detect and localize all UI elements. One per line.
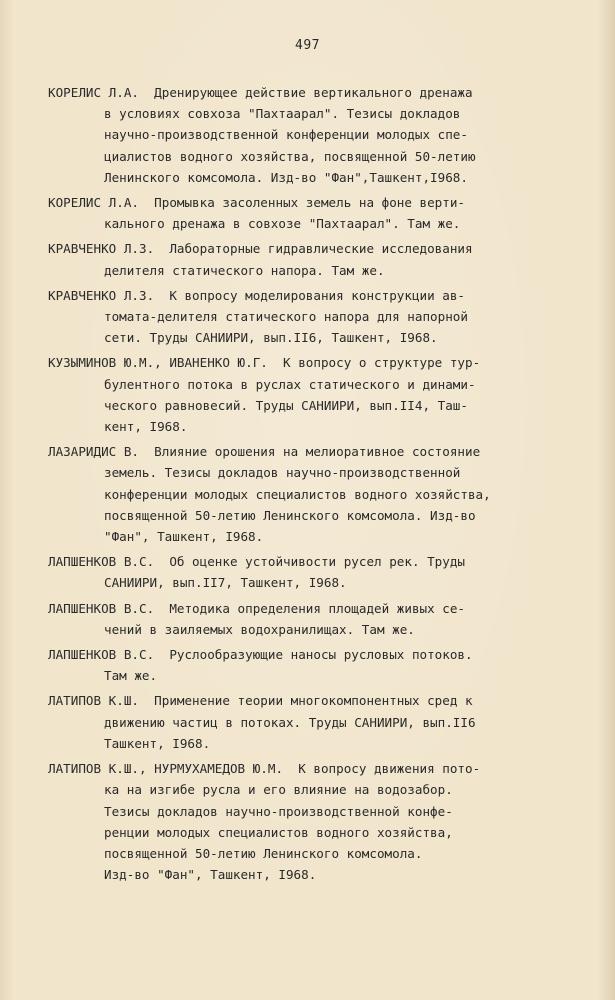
entry-continuation-line: Ташкент, I968. [104, 735, 211, 751]
bibliography-entry [48, 192, 603, 234]
entry-continuation-line: посвященной 50-летию Ленинского комсомола. Изд-во [104, 507, 476, 523]
bibliography-entry [48, 238, 603, 280]
entry-continuation-line: кент, I968. [104, 419, 188, 435]
entry-continuation-line: циалистов водного хозяйства, посвященной 50-летию [104, 148, 476, 164]
entry-continuation-line: чений в заиляемых водохранилищах. Там же. [104, 621, 415, 637]
entry-continuation-line: конференции молодых специалистов водного хозяйства, [104, 486, 491, 502]
entry-continuation-line: "Фан", Ташкент, I968. [104, 529, 264, 545]
bibliography-entry [48, 598, 603, 640]
entry-first-line: КРАВЧЕНКО Л.З. Лабораторные гидравлические исследования [48, 241, 473, 257]
entry-continuation-line: посвященной 50-летию Ленинского комсомола. [104, 845, 423, 861]
bibliography-entry [48, 644, 603, 686]
bibliography-entry [48, 551, 603, 593]
entry-first-line: ЛАПШЕНКОВ В.С. Руслообразующие наносы русловых потоков. [48, 647, 473, 663]
entry-first-line: ЛАТИПОВ К.Ш. Применение теории многокомпонентных сред к [48, 693, 473, 709]
bibliography-entry [48, 758, 603, 885]
entry-continuation-line: кального дренажа в совхозе "Пахтаарал". Там же. [104, 216, 461, 232]
entry-continuation-line: томата-делителя статического напора для напорной [104, 309, 468, 325]
entry-first-line: КОРЕЛИС Л.А. Дренирующее действие вертикального дренажа [48, 85, 473, 100]
entry-continuation-line: научно-производственной конференции молодых спе- [104, 127, 468, 143]
entry-first-line: КОРЕЛИС Л.А. Промывка засоленных земель на фоне верти- [48, 195, 466, 211]
entry-first-line: ЛАПШЕНКОВ В.С. Методика определения площадей живых се- [48, 600, 466, 616]
entry-continuation-line: ренции молодых специалистов водного хозяйства, [104, 824, 453, 840]
entry-first-line: КРАВЧЕНКО Л.З. К вопросу моделирования конструкции ав- [48, 287, 466, 303]
entry-first-line: ЛАПШЕНКОВ В.С. Об оценке устойчивости русел рек. Труды [48, 554, 466, 570]
entry-continuation-line: САНИИРИ, вып.II7, Ташкент, I968. [104, 575, 347, 591]
entry-continuation-line: сети. Труды САНИИРИ, вып.II6, Ташкент, I968. [104, 330, 438, 346]
entry-continuation-line: Там же. [104, 668, 158, 684]
entry-continuation-line: Тезисы докладов научно-производственной конфе- [104, 803, 453, 819]
bibliography-entry [48, 352, 603, 437]
entry-continuation-line: движению частиц в потоках. Труды САНИИРИ, вып.II6 [104, 714, 476, 730]
bibliography-entry [48, 690, 603, 754]
page-number: 497 [295, 38, 320, 53]
bibliography-entry [48, 285, 603, 349]
entry-continuation-line: делителя статического напора. Там же. [104, 262, 385, 278]
entry-continuation-line: ческого равновесий. Труды САНИИРИ, вып.II4, Таш- [104, 397, 468, 413]
entry-first-line: ЛАТИПОВ К.Ш., НУРМУХАМЕДОВ Ю.М. К вопросу движения пото- [48, 761, 481, 777]
bibliography-entry [48, 82, 603, 188]
entry-continuation-line: Изд-во "Фан", Ташкент, I968. [104, 867, 317, 883]
entry-continuation-line: Ленинского комсомола. Изд-во "Фан",Ташкент,I968. [104, 169, 468, 185]
bibliography-list [48, 82, 603, 889]
entry-continuation-line: в условиях совхоза "Пахтаарал". Тезисы докладов [104, 106, 461, 122]
entry-continuation-line: ка на изгибе русла и его влияние на водозабор. [104, 782, 453, 798]
entry-continuation-line: земель. Тезисы докладов научно-производственной [104, 465, 461, 481]
entry-continuation-line: булентного потока в руслах статического и динами- [104, 376, 476, 392]
bibliography-entry [48, 441, 603, 547]
entry-first-line: ЛАЗАРИДИС В. Влияние орошения на мелиоративное состояние [48, 444, 481, 460]
entry-first-line: КУЗЫМИНОВ Ю.М., ИВАНЕНКО Ю.Г. К вопросу о структуре тур- [48, 355, 481, 371]
